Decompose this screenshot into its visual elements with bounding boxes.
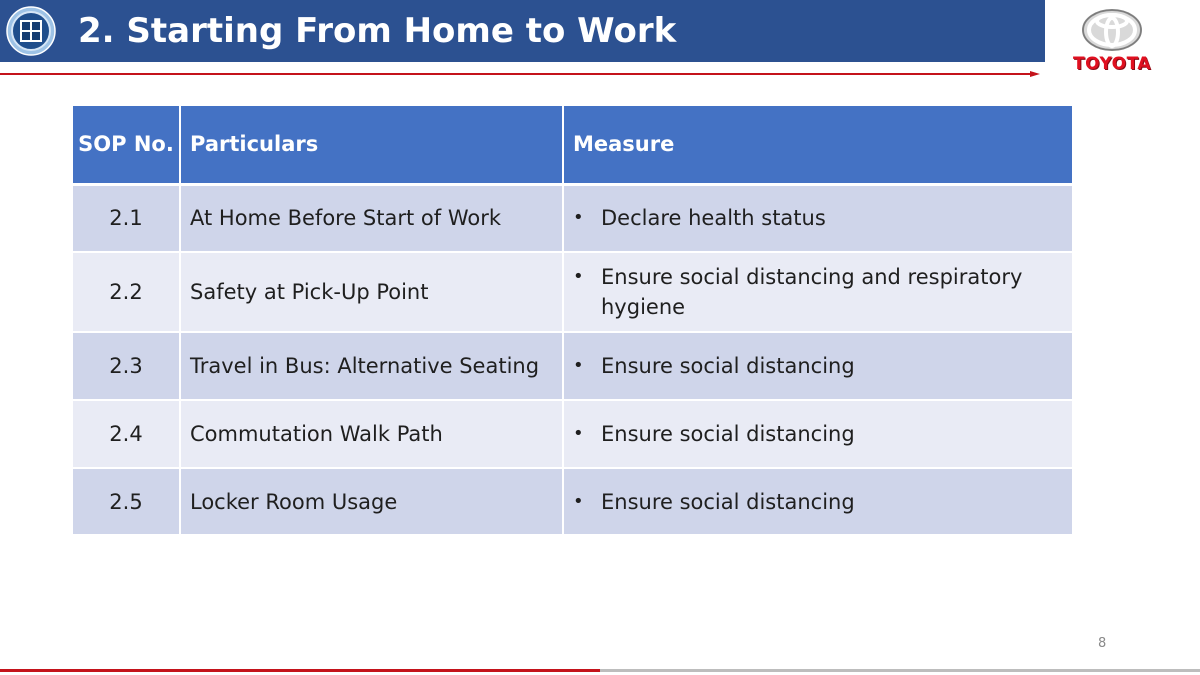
- title-underline-arrow: [0, 71, 1040, 77]
- measure-text: Ensure social distancing: [601, 489, 855, 514]
- title-banner: [0, 0, 1045, 62]
- measure-text: Ensure social distancing and respiratory hygiene: [601, 265, 1023, 319]
- brand-wordmark: TOYOTA: [1072, 54, 1152, 74]
- particulars-cell: At Home Before Start of Work: [180, 184, 563, 252]
- column-header-sop-no: SOP No.: [73, 106, 180, 184]
- bullet-marker: •: [573, 207, 584, 229]
- table-row: [73, 468, 1072, 535]
- measure-cell: [563, 252, 1072, 332]
- bullet-marker: •: [573, 266, 584, 287]
- measure-cell: [563, 468, 1072, 535]
- table-row: [73, 400, 1072, 468]
- measure-cell: [563, 400, 1072, 468]
- measure-bullet-item: [573, 262, 1072, 322]
- sop-table: [73, 106, 1072, 536]
- particulars-cell: Travel in Bus: Alternative Seating: [180, 332, 563, 400]
- table-header-row: [73, 106, 1072, 184]
- measure-text: Ensure social distancing: [601, 354, 855, 378]
- measure-text: Declare health status: [601, 206, 826, 231]
- page-number: 8: [1098, 636, 1107, 651]
- footer-rule-gray: [600, 669, 1200, 672]
- bullet-marker: •: [573, 355, 584, 376]
- page-title: 2. Starting From Home to Work: [78, 11, 677, 51]
- brand-logo: [1066, 8, 1158, 76]
- particulars-cell: Locker Room Usage: [180, 468, 563, 535]
- measure-bullet-item: [573, 203, 1072, 233]
- particulars-cell: Commutation Walk Path: [180, 400, 563, 468]
- measure-bullet-item: [573, 351, 1072, 381]
- particulars-cell: Safety at Pick-Up Point: [180, 252, 563, 332]
- footer-rule-red: [0, 669, 600, 672]
- column-header-measure: Measure: [563, 106, 1072, 184]
- sop-number-cell: 2.2: [73, 252, 180, 332]
- table-row: [73, 252, 1072, 332]
- measure-bullet-item: [573, 487, 1072, 517]
- window-emblem-icon: [6, 6, 56, 56]
- measure-cell: [563, 332, 1072, 400]
- measure-text: Ensure social distancing: [601, 422, 855, 446]
- sop-number-cell: 2.1: [73, 184, 180, 252]
- bullet-marker: •: [573, 423, 584, 444]
- table-row: [73, 332, 1072, 400]
- measure-bullet-item: [573, 419, 1072, 449]
- bullet-marker: •: [573, 490, 584, 512]
- sop-number-cell: 2.3: [73, 332, 180, 400]
- table-row: [73, 184, 1072, 252]
- sop-number-cell: 2.4: [73, 400, 180, 468]
- measure-cell: [563, 184, 1072, 252]
- toyota-emblem-icon: [1081, 8, 1143, 52]
- sop-number-cell: 2.5: [73, 468, 180, 535]
- column-header-particulars: Particulars: [180, 106, 563, 184]
